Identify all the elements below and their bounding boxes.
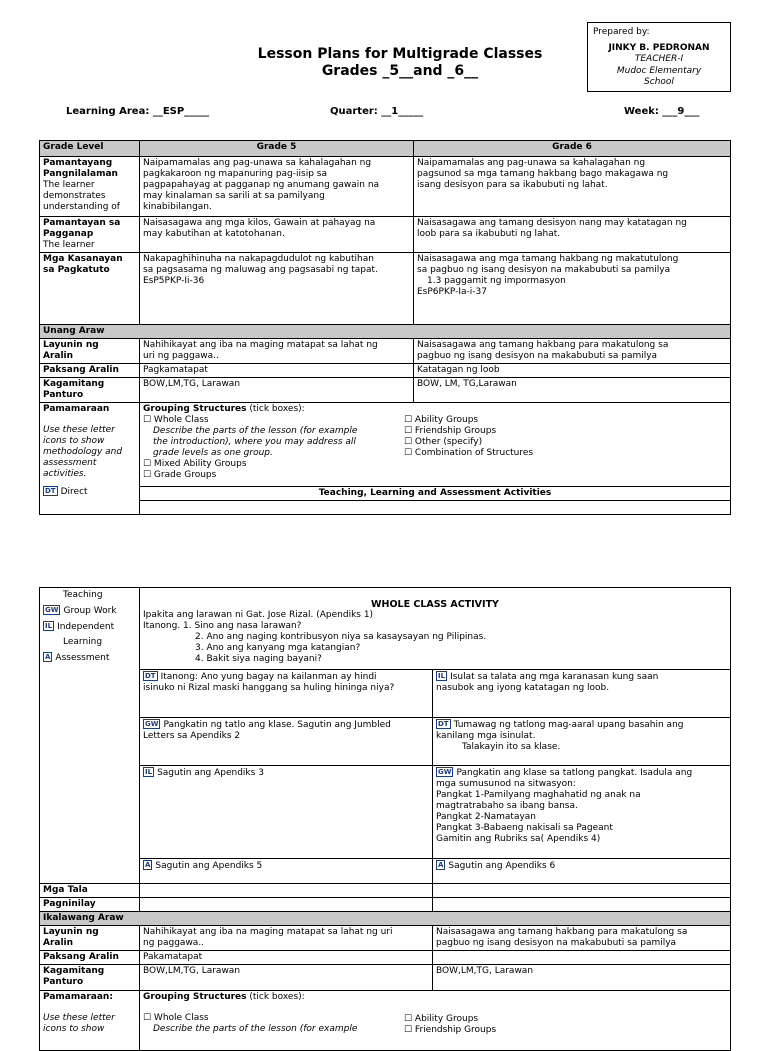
label-mga-tala: Mga Tala bbox=[40, 884, 140, 898]
label-pamamaraan bbox=[40, 403, 140, 515]
prepared-name: JINKY B. PEDRONAN bbox=[608, 43, 710, 53]
text-line: loob para sa ikabubuti ng lahat. bbox=[417, 229, 561, 239]
wca-line: 2. Ano ang naging kontribusyon niya sa kasaysayan ng Pilipinas. bbox=[195, 632, 487, 642]
label-line: Aralin bbox=[43, 938, 74, 948]
grouping-desc: Describe the parts of the lesson (for example bbox=[153, 1024, 358, 1034]
cell-grade6-materials-2: BOW,LM,TG, Larawan bbox=[433, 965, 731, 991]
grouping-title: Grouping Structures bbox=[143, 404, 247, 414]
label-line: Aralin bbox=[43, 351, 74, 361]
text-line: nasubok ang iyong katatagan ng loob. bbox=[436, 683, 610, 693]
cell-grade5-topic-2: Pakamatapat bbox=[140, 951, 433, 965]
competency-code: EsP6PKP-Ia-i-37 bbox=[417, 287, 487, 297]
lesson-table-day-1 bbox=[39, 140, 731, 515]
cell-grade5-activity-il bbox=[140, 766, 433, 859]
checkbox-combination[interactable]: ☐ Combination of Structures bbox=[404, 448, 534, 458]
label-line: icons to show bbox=[43, 436, 105, 446]
text-line: Gamitin ang Rubriks sa( Apendiks 4) bbox=[436, 834, 601, 844]
text-line: Pangkatin ng tatlo ang klase. Sagutin ang Jumbled bbox=[163, 720, 391, 730]
label-mga-kasanayan bbox=[40, 253, 140, 325]
cell-grade6-topic: Katatagan ng loob bbox=[414, 364, 731, 378]
text-line: Talakayin ito sa klase. bbox=[462, 742, 561, 752]
header-grade-6: Grade 6 bbox=[414, 141, 731, 157]
label-paksang-aralin-2: Paksang Aralin bbox=[40, 951, 140, 965]
cell-grade5-performance-standard bbox=[140, 217, 414, 253]
checkbox-friendship-groups[interactable]: ☐ Friendship Groups bbox=[404, 426, 497, 436]
label-line: Layunin ng bbox=[43, 927, 99, 937]
label-layunin bbox=[40, 339, 140, 364]
cell-grade6-activity-il bbox=[433, 670, 731, 718]
label-line: sa Pagkatuto bbox=[43, 265, 110, 275]
independent-learning-icon: IL bbox=[145, 768, 153, 776]
direct-teaching-icon: DT bbox=[145, 672, 156, 680]
tla-heading: Teaching, Learning and Assessment Activities bbox=[140, 487, 731, 501]
grouping-desc: the introduction), where you may address all bbox=[153, 437, 356, 447]
text-line: magtratrabaho sa ibang bansa. bbox=[436, 801, 578, 811]
checkbox-whole-class[interactable]: ☐ Whole Class bbox=[143, 1013, 209, 1023]
title-line-2: Grades _5__and _6__ bbox=[321, 63, 479, 79]
text-line: isang desisyon para sa ikabubuti ng lahat. bbox=[417, 180, 608, 190]
prepared-role: TEACHER-I bbox=[634, 54, 684, 64]
label-line: Kagamitang bbox=[43, 379, 105, 389]
text-line: kinabibilangan. bbox=[143, 202, 212, 212]
cell-grade5-activity-a bbox=[140, 859, 433, 884]
checkbox-other[interactable]: ☐ Other (specify) bbox=[404, 437, 483, 447]
independent-learning-icon: IL bbox=[438, 672, 446, 680]
text-line: Pangkat 1-Pamilyang maghahatid ng anak na bbox=[436, 790, 641, 800]
cell-grade6-competencies bbox=[414, 253, 731, 325]
cell-grade6-notes bbox=[433, 884, 731, 898]
cell-grade6-content-standard bbox=[414, 157, 731, 217]
text-line: Sagutin ang Apendiks 3 bbox=[157, 768, 264, 778]
wca-line: 3. Ano ang kanyang mga katangian? bbox=[195, 643, 361, 653]
text-line: Naisasagawa ang tamang hakbang para makatulong sa bbox=[417, 340, 669, 350]
cell-grade6-activity-a bbox=[433, 859, 731, 884]
grouping-desc: Describe the parts of the lesson (for example bbox=[153, 426, 358, 436]
grouping-structures bbox=[140, 403, 731, 487]
text-line: Nakapaghihinuha na nakapagdudulot ng kabutihan bbox=[143, 254, 374, 264]
assessment-icon: A bbox=[438, 861, 444, 869]
label-line: Pamamaraan: bbox=[43, 992, 113, 1002]
label-line: demonstrates bbox=[43, 191, 106, 201]
cell-grade6-activity-gw bbox=[433, 766, 731, 859]
cell-grade5-content-standard bbox=[140, 157, 414, 217]
title-line-1: Lesson Plans for Multigrade Classes bbox=[257, 46, 543, 62]
cell-grade5-objective bbox=[140, 339, 414, 364]
text-line: pagkakaroon ng mapanuring pag-iisip sa bbox=[143, 169, 327, 179]
text-line: mga sumusunod na sitwasyon: bbox=[436, 779, 576, 789]
section-unang-araw: Unang Araw bbox=[40, 325, 731, 339]
text-line: isinuko ni Rizal maski hanggang sa huling hininga niya? bbox=[143, 683, 395, 693]
text-line: uri ng paggawa.. bbox=[143, 351, 219, 361]
text-line: Naisasagawa ang tamang desisyon nang may katatagan ng bbox=[417, 218, 687, 228]
label-line: Panturo bbox=[43, 390, 84, 400]
cell-grade5-objective-2 bbox=[140, 926, 433, 951]
label-line: Pamamaraan bbox=[43, 404, 110, 414]
legend-teaching: Teaching bbox=[63, 590, 103, 600]
checkbox-ability-groups[interactable]: ☐ Ability Groups bbox=[404, 415, 479, 425]
label-line: methodology and bbox=[43, 447, 123, 457]
text-line: kanilang mga isinulat. bbox=[436, 731, 536, 741]
wca-line: 4. Bakit siya naging bayani? bbox=[195, 654, 322, 664]
group-work-icon: GW bbox=[438, 768, 452, 776]
text-line: Sagutin ang Apendiks 6 bbox=[448, 861, 556, 871]
text-line: Letters sa Apendiks 2 bbox=[143, 731, 241, 741]
group-work-icon: GW bbox=[45, 606, 59, 614]
wca-title: WHOLE CLASS ACTIVITY bbox=[371, 599, 499, 610]
text-line: Sagutin ang Apendiks 5 bbox=[155, 861, 263, 871]
grouping-title: Grouping Structures bbox=[143, 992, 247, 1002]
text-line: Naisasagawa ang mga kilos, Gawain at pahayag na bbox=[143, 218, 376, 228]
legend-group-work: Group Work bbox=[63, 606, 117, 616]
text-line: Naisasagawa ang mga tamang hakbang ng makatutulong bbox=[417, 254, 679, 264]
cell-grade6-activity-dt bbox=[433, 718, 731, 766]
legend-independent: Independent bbox=[57, 622, 115, 632]
checkbox-grade-groups[interactable]: ☐ Grade Groups bbox=[143, 470, 217, 480]
label-layunin-2 bbox=[40, 926, 140, 951]
label-line: Pagganap bbox=[43, 229, 94, 239]
text-line: may kinalaman sa sarili at sa pamilyang bbox=[143, 191, 325, 201]
label-line: Use these letter bbox=[43, 425, 115, 435]
label-kagamitang-panturo bbox=[40, 378, 140, 403]
label-line: Panturo bbox=[43, 977, 84, 987]
competency-code: EsP5PKP-Ii-36 bbox=[143, 276, 205, 286]
wca-line: Itanong. 1. Sino ang nasa larawan? bbox=[143, 621, 302, 631]
legend-column bbox=[40, 588, 140, 884]
label-line: assessment bbox=[43, 458, 97, 468]
checkbox-ability-groups[interactable]: ☐ Ability Groups bbox=[404, 1014, 479, 1024]
cell-grade6-objective-2 bbox=[433, 926, 731, 951]
text-line: Pangkatin ang klase sa tatlong pangkat. Isadula ang bbox=[456, 768, 693, 778]
checkbox-friendship-groups[interactable]: ☐ Friendship Groups bbox=[404, 1025, 497, 1035]
text-line: Itanong: Ano yung bagay na kailanman ay hindi bbox=[160, 672, 377, 682]
label-line: Pamantayang bbox=[43, 158, 113, 168]
prepared-by-label: Prepared by: bbox=[593, 27, 650, 37]
header-grade-level: Grade Level bbox=[40, 141, 140, 157]
cell-grade6-materials: BOW, LM, TG,Larawan bbox=[414, 378, 731, 403]
label-line: Pangnilalaman bbox=[43, 169, 118, 179]
text-line: Nahihikayat ang iba na maging matapat sa lahat ng uri bbox=[143, 927, 393, 937]
text-line: may kabutihan at katotohanan. bbox=[143, 229, 285, 239]
quarter: Quarter: __1_____ bbox=[330, 106, 424, 117]
label-line: Use these letter bbox=[43, 1013, 115, 1023]
text-line: Nahihikayat ang iba na maging matapat sa lahat ng bbox=[143, 340, 378, 350]
text-line: ng paggawa.. bbox=[143, 938, 205, 948]
legend-direct: Direct bbox=[60, 487, 88, 497]
prepared-school-2: School bbox=[644, 77, 674, 87]
checkbox-whole-class[interactable]: ☐ Whole Class bbox=[143, 415, 209, 425]
label-pamantayan-sa-pagganap bbox=[40, 217, 140, 253]
legend-assessment: Assessment bbox=[55, 653, 110, 663]
cell-grade6-reflection bbox=[433, 898, 731, 912]
cell-grade5-competencies bbox=[140, 253, 414, 325]
label-kagamitang-panturo-2 bbox=[40, 965, 140, 991]
label-paksang-aralin: Paksang Aralin bbox=[40, 364, 140, 378]
cell-grade5-materials: BOW,LM,TG, Larawan bbox=[140, 378, 414, 403]
text-line: Naipamamalas ang pag-unawa sa kahalagahan ng bbox=[417, 158, 646, 168]
label-line: icons to show bbox=[43, 1024, 105, 1034]
text-line: Pangkat 2-Namatayan bbox=[436, 812, 537, 822]
cell-grade5-notes bbox=[140, 884, 433, 898]
learning-area: Learning Area: __ESP_____ bbox=[66, 106, 210, 117]
text-line: pagsunod sa mga tamang hakbang bago makagawa ng bbox=[417, 169, 669, 179]
cell-grade5-activity-gw bbox=[140, 718, 433, 766]
group-work-icon: GW bbox=[145, 720, 159, 728]
text-line: pagpapahayag at pagganap ng anumang gawain na bbox=[143, 180, 380, 190]
cell-grade5-materials-2: BOW,LM,TG, Larawan bbox=[140, 965, 433, 991]
label-line: Pamantayan sa bbox=[43, 218, 121, 228]
cell-grade5-reflection bbox=[140, 898, 433, 912]
grouping-title-rest: (tick boxes): bbox=[246, 992, 305, 1002]
direct-teaching-icon: DT bbox=[45, 487, 56, 495]
prepared-by-box bbox=[587, 22, 731, 92]
label-pamamaraan-2 bbox=[40, 991, 140, 1051]
text-line: Pangkat 3-Babaeng nakisali sa Pageant bbox=[436, 823, 613, 833]
label-line: The learner bbox=[43, 180, 95, 190]
label-pagninilay: Pagninilay bbox=[40, 898, 140, 912]
text-line: pagbuo ng isang desisyon na makabubuti sa pamilya bbox=[436, 938, 677, 948]
cell-grade5-topic: Pagkamatapat bbox=[140, 364, 414, 378]
cell-grade6-objective bbox=[414, 339, 731, 364]
lesson-table-page-2 bbox=[39, 587, 731, 1051]
assessment-icon: A bbox=[45, 653, 51, 661]
label-line: The learner bbox=[43, 240, 95, 250]
wca-line: Ipakita ang larawan ni Gat. Jose Rizal. (Apendiks 1) bbox=[143, 610, 374, 620]
section-ikalawang-araw: Ikalawang Araw bbox=[40, 912, 731, 926]
label-line: understanding of bbox=[43, 202, 120, 212]
text-line: Isulat sa talata ang mga karanasan kung saan bbox=[450, 672, 659, 682]
label-pamantayang-pangnilalaman bbox=[40, 157, 140, 217]
text-line: pagbuo ng isang desisyon na makabubuti sa pamilya bbox=[417, 351, 658, 361]
week: Week: ___9___ bbox=[624, 106, 700, 117]
whole-class-activity bbox=[140, 588, 731, 670]
cell-grade5-activity-dt bbox=[140, 670, 433, 718]
label-line: Kagamitang bbox=[43, 966, 105, 976]
cell-grade6-performance-standard bbox=[414, 217, 731, 253]
cell-grade6-topic-2 bbox=[433, 951, 731, 965]
header-grade-5: Grade 5 bbox=[140, 141, 414, 157]
independent-learning-icon: IL bbox=[45, 622, 53, 630]
text-line: sa pagbuo ng isang desisyon na makabubuti sa pamilya bbox=[417, 265, 671, 275]
text-line: Naisasagawa ang tamang hakbang para makatulong sa bbox=[436, 927, 688, 937]
text-line: Tumawag ng tatlong mag-aaral upang basahin ang bbox=[453, 720, 684, 730]
grouping-desc: grade levels as one group. bbox=[153, 448, 273, 458]
label-line: activities. bbox=[43, 469, 87, 479]
prepared-school-1: Mudoc Elementary bbox=[616, 66, 702, 76]
checkbox-mixed-ability[interactable]: ☐ Mixed Ability Groups bbox=[143, 459, 247, 469]
text-line: Naipamamalas ang pag-unawa sa kahalagahan ng bbox=[143, 158, 372, 168]
legend-learning: Learning bbox=[63, 637, 103, 647]
grouping-title-rest: (tick boxes): bbox=[246, 404, 305, 414]
direct-teaching-icon: DT bbox=[438, 720, 449, 728]
tla-empty bbox=[140, 501, 731, 515]
label-line: Mga Kasanayan bbox=[43, 254, 123, 264]
grouping-structures-2 bbox=[140, 991, 731, 1051]
assessment-icon: A bbox=[145, 861, 151, 869]
label-line: Layunin ng bbox=[43, 340, 99, 350]
text-line: sa pagsasama ng maluwag ang pagsasabi ng tapat. bbox=[143, 265, 378, 275]
text-line: 1.3 paggamit ng impormasyon bbox=[427, 276, 566, 286]
